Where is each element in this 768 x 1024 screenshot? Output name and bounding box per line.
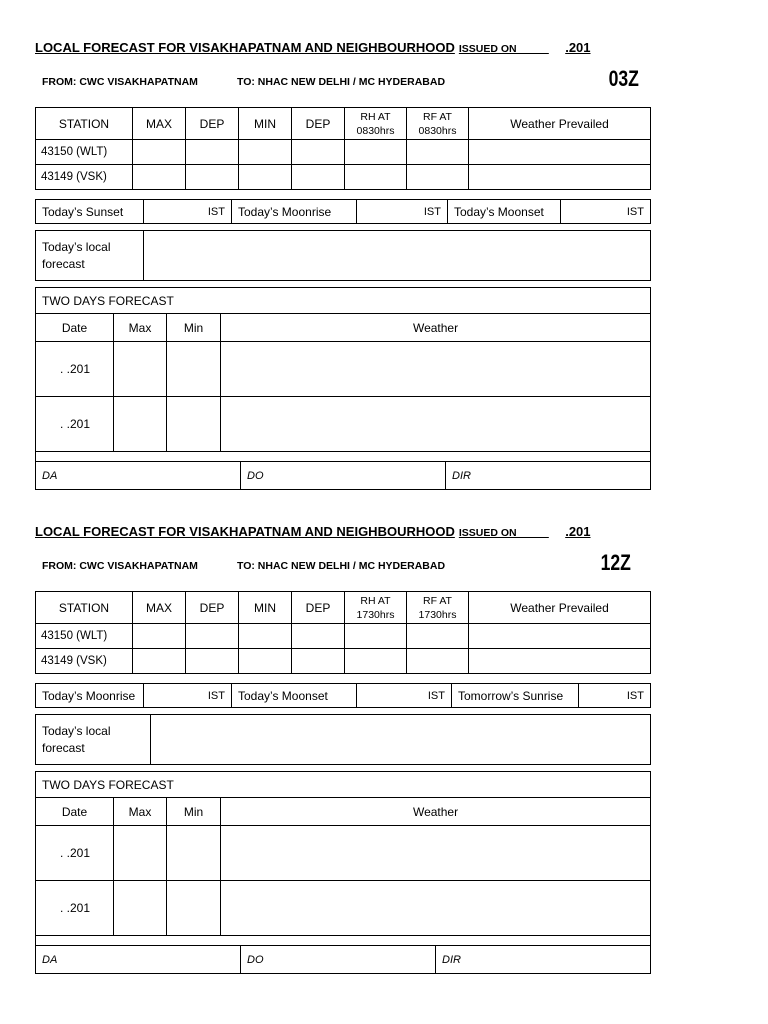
- astro-value-input[interactable]: IST: [561, 200, 651, 224]
- table-row: [36, 881, 651, 936]
- table-row: [36, 397, 651, 452]
- table-row: [36, 649, 651, 674]
- cell-input[interactable]: [292, 624, 345, 649]
- signature-da[interactable]: DA: [36, 946, 241, 974]
- from-to-line: [35, 60, 650, 90]
- cell-input[interactable]: [114, 342, 167, 397]
- cell-input[interactable]: [186, 624, 239, 649]
- col-max: MAX: [133, 592, 186, 624]
- cell-input[interactable]: [469, 624, 651, 649]
- col-date: Date: [36, 798, 114, 826]
- col-rf-line1: RF AT: [423, 110, 452, 123]
- col-rh-line2: 1730hrs: [356, 608, 395, 621]
- cell-input[interactable]: [345, 624, 407, 649]
- col-weather: Weather: [221, 314, 651, 342]
- col-max: Max: [114, 798, 167, 826]
- forecast-date[interactable]: . .201: [36, 342, 114, 397]
- col-dep: DEP: [186, 108, 239, 140]
- cell-input[interactable]: [221, 881, 651, 936]
- cell-input[interactable]: [292, 140, 345, 165]
- astro-label: Today’s Moonset: [232, 684, 357, 708]
- issued-on-label: ISSUED ON _____: [458, 527, 549, 539]
- issued-year: .201: [565, 524, 591, 539]
- time-code: 12Z: [600, 550, 631, 575]
- col-dep: DEP: [186, 592, 239, 624]
- cell-input[interactable]: [221, 826, 651, 881]
- station-table: [35, 107, 651, 190]
- from-label: FROM: CWC VISAKHAPATNAM: [42, 76, 198, 88]
- astro-value-input[interactable]: IST: [144, 684, 232, 708]
- cell-input[interactable]: [407, 624, 469, 649]
- col-min: Min: [167, 798, 221, 826]
- astro-value-input[interactable]: IST: [357, 684, 452, 708]
- issued-on-label: ISSUED ON _____: [458, 43, 549, 55]
- station-table: [35, 591, 651, 674]
- cell-input[interactable]: [407, 165, 469, 190]
- table-row: [36, 624, 651, 649]
- col-rh-line2: 0830hrs: [356, 124, 395, 137]
- signature-dir[interactable]: DIR: [436, 946, 651, 974]
- station-name: 43150 (WLT): [36, 624, 133, 649]
- spacer-row: [36, 936, 651, 946]
- forecast-form-12z: [35, 524, 650, 966]
- signature-dir[interactable]: DIR: [446, 462, 651, 490]
- forecast-date[interactable]: . .201: [36, 397, 114, 452]
- from-label: FROM: CWC VISAKHAPATNAM: [42, 560, 198, 572]
- local-forecast-line2: forecast: [42, 256, 85, 271]
- local-forecast-box: [35, 714, 651, 765]
- table-row: [36, 826, 651, 881]
- forecast-form-03z: [35, 40, 650, 482]
- cell-input[interactable]: [133, 140, 186, 165]
- two-days-forecast-table: [35, 287, 651, 462]
- cell-input[interactable]: [167, 881, 221, 936]
- col-weather-prevailed: Weather Prevailed: [469, 592, 651, 624]
- astro-bar: [35, 683, 651, 708]
- issued-year: .201: [565, 40, 591, 55]
- table-row: [36, 165, 651, 190]
- col-rh-line1: RH AT: [360, 594, 391, 607]
- astro-label: Tomorrow’s Sunrise: [452, 684, 579, 708]
- col-rf: [407, 592, 469, 624]
- station-name: 43150 (WLT): [36, 140, 133, 165]
- cell-input[interactable]: [221, 342, 651, 397]
- cell-input[interactable]: [167, 397, 221, 452]
- col-rf: [407, 108, 469, 140]
- signature-da[interactable]: DA: [36, 462, 241, 490]
- col-date: Date: [36, 314, 114, 342]
- form-title: LOCAL FORECAST FOR VISAKHAPATNAM AND NEIGHBOURHOOD: [35, 40, 455, 55]
- cell-input[interactable]: [239, 165, 292, 190]
- local-forecast-input[interactable]: [144, 231, 651, 281]
- cell-input[interactable]: [469, 649, 651, 674]
- forecast-date[interactable]: . .201: [36, 881, 114, 936]
- table-row: [36, 140, 651, 165]
- local-forecast-box: [35, 230, 651, 281]
- cell-input[interactable]: [239, 649, 292, 674]
- col-rh: [345, 108, 407, 140]
- cell-input[interactable]: [239, 140, 292, 165]
- local-forecast-line1: Today’s local: [42, 723, 111, 738]
- astro-label: Today’s Moonrise: [36, 684, 144, 708]
- col-min: MIN: [239, 108, 292, 140]
- col-rf-line2: 0830hrs: [418, 124, 457, 137]
- two-days-forecast-table: [35, 771, 651, 946]
- local-forecast-line2: forecast: [42, 740, 85, 755]
- from-to-line: [35, 544, 650, 574]
- station-name: 43149 (VSK): [36, 649, 133, 674]
- col-rf-line2: 1730hrs: [418, 608, 457, 621]
- spacer-row: [36, 452, 651, 462]
- signature-row: [35, 945, 651, 974]
- astro-label: Today’s Sunset: [36, 200, 144, 224]
- to-label: TO: NHAC NEW DELHI / MC HYDERABAD: [237, 560, 446, 572]
- cell-input[interactable]: [133, 624, 186, 649]
- col-dep: DEP: [292, 108, 345, 140]
- cell-input[interactable]: [407, 649, 469, 674]
- col-max: Max: [114, 314, 167, 342]
- astro-value-input[interactable]: IST: [144, 200, 232, 224]
- cell-input[interactable]: [221, 397, 651, 452]
- cell-input[interactable]: [345, 649, 407, 674]
- col-rh-line1: RH AT: [360, 110, 391, 123]
- cell-input[interactable]: [345, 140, 407, 165]
- cell-input[interactable]: [469, 140, 651, 165]
- forecast-date[interactable]: . .201: [36, 826, 114, 881]
- cell-input[interactable]: [186, 140, 239, 165]
- cell-input[interactable]: [345, 165, 407, 190]
- two-days-heading: TWO DAYS FORECAST: [36, 288, 651, 314]
- cell-input[interactable]: [114, 826, 167, 881]
- cell-input[interactable]: [186, 165, 239, 190]
- time-code: 03Z: [608, 66, 639, 91]
- form-title-line: [35, 524, 650, 544]
- cell-input[interactable]: [167, 342, 221, 397]
- cell-input[interactable]: [292, 165, 345, 190]
- col-rh: [345, 592, 407, 624]
- cell-input[interactable]: [186, 649, 239, 674]
- form-title-line: [35, 40, 650, 60]
- col-min: MIN: [239, 592, 292, 624]
- cell-input[interactable]: [407, 140, 469, 165]
- col-station: STATION: [36, 108, 133, 140]
- signature-do[interactable]: DO: [241, 462, 446, 490]
- cell-input[interactable]: [114, 881, 167, 936]
- local-forecast-label: [36, 715, 151, 765]
- station-name: 43149 (VSK): [36, 165, 133, 190]
- to-label: TO: NHAC NEW DELHI / MC HYDERABAD: [237, 76, 446, 88]
- cell-input[interactable]: [469, 165, 651, 190]
- astro-bar: [35, 199, 651, 224]
- cell-input[interactable]: [292, 649, 345, 674]
- cell-input[interactable]: [239, 624, 292, 649]
- col-weather: Weather: [221, 798, 651, 826]
- col-dep: DEP: [292, 592, 345, 624]
- astro-value-input[interactable]: IST: [357, 200, 448, 224]
- signature-do[interactable]: DO: [241, 946, 436, 974]
- cell-input[interactable]: [133, 165, 186, 190]
- cell-input[interactable]: [114, 397, 167, 452]
- two-days-heading: TWO DAYS FORECAST: [36, 772, 651, 798]
- col-station: STATION: [36, 592, 133, 624]
- local-forecast-label: [36, 231, 144, 281]
- astro-value-input[interactable]: IST: [579, 684, 651, 708]
- local-forecast-line1: Today’s local: [42, 239, 111, 254]
- col-rf-line1: RF AT: [423, 594, 452, 607]
- col-min: Min: [167, 314, 221, 342]
- local-forecast-input[interactable]: [151, 715, 651, 765]
- form-title: LOCAL FORECAST FOR VISAKHAPATNAM AND NEIGHBOURHOOD: [35, 524, 455, 539]
- signature-row: [35, 461, 651, 490]
- cell-input[interactable]: [133, 649, 186, 674]
- astro-label: Today’s Moonrise: [232, 200, 357, 224]
- table-row: [36, 342, 651, 397]
- col-max: MAX: [133, 108, 186, 140]
- astro-label: Today’s Moonset: [448, 200, 561, 224]
- cell-input[interactable]: [167, 826, 221, 881]
- col-weather-prevailed: Weather Prevailed: [469, 108, 651, 140]
